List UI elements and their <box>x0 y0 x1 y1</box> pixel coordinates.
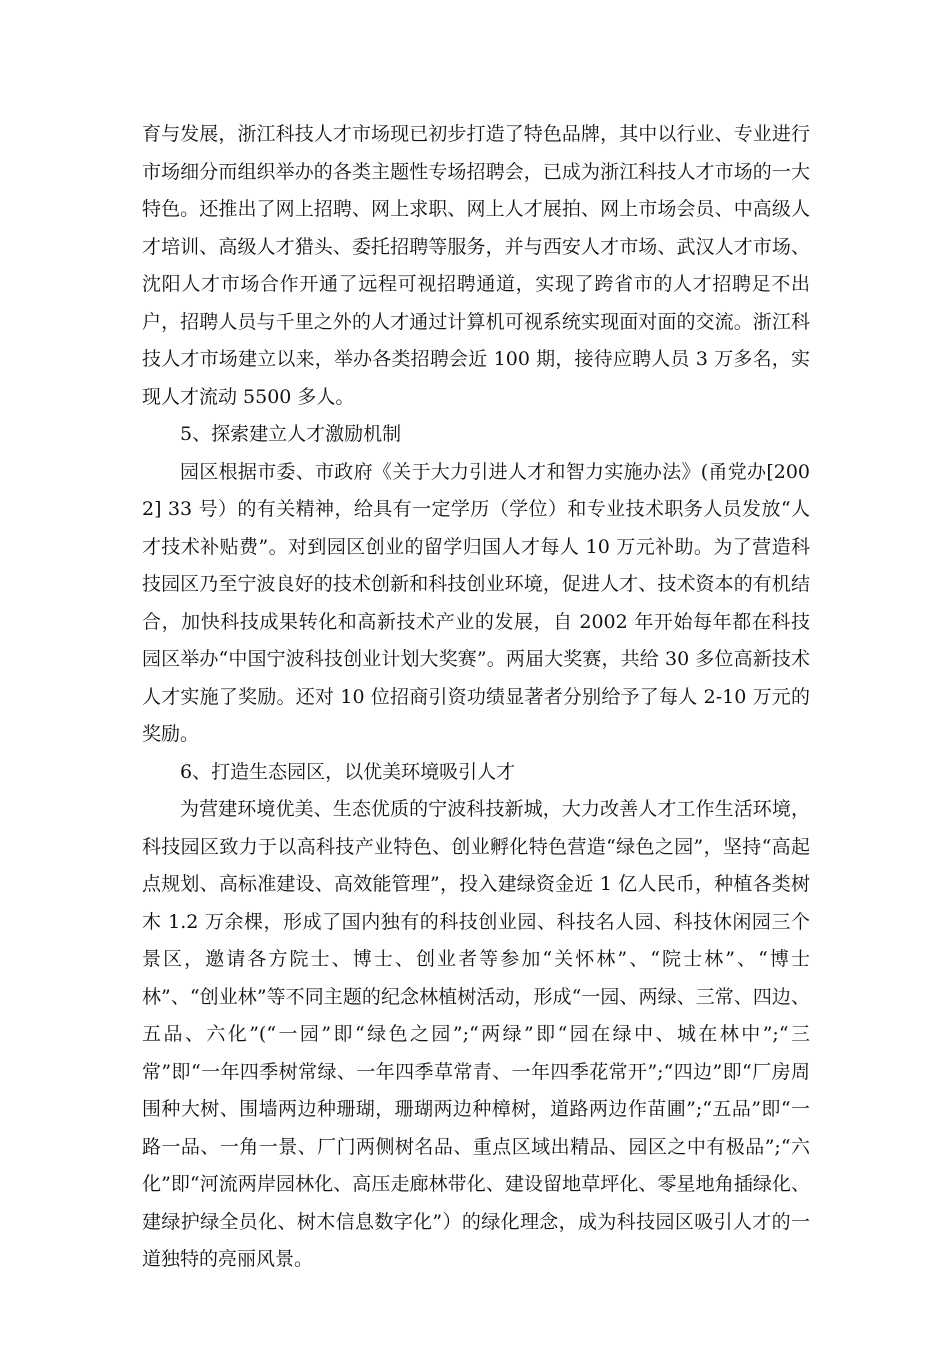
section-heading-6: 6、打造生态园区，以优美环境吸引人才 <box>180 760 516 783</box>
paragraph-talent-market: 育与发展，浙江科技人才市场现已初步打造了特色品牌，其中以行业、专业进行市场细分而组织举办的各类主题性专场招聘会，已成为浙江科技人才市场的一大特色。还推出了网上招聘、网上求职、网上人才展拍、网上市场会员、中高级人才培训、高级人才猎头、委托招聘等服务，并与西安人才市场、武汉人才市场、沈阳人才市场合作开通了远程可视招聘通道，实现了跨省市的人才招聘足不出户，招聘人员与千里之外的人才通过计算机可视系统实现面对面的交流。浙江科技人才市场建立以来，举办各类招聘会近 100 期，接待应聘人员 3 万多名，实现人才流动 5500 多人。 <box>142 123 810 408</box>
paragraph-ecological-park: 为营建环境优美、生态优质的宁波科技新城，大力改善人才工作生活环境，科技园区致力于以高科技产业特色、创业孵化特色营造“绿色之园”，坚持“高起点规划、高标准建设、高效能管理”，投入建绿资金近 1 亿人民币，种植各类树木 1.2 万余棵，形成了国内独有的科技创业园、科技名人园、科技休闲园三个景区，邀请各方院士、博士、创业者等参加“关怀林”、“院士林”、“博士林”、“创业林”等不同主题的纪念林植树活动，形成“一园、两绿、三常、四边、五品、六化”(“一园”即“绿色之园”;“两绿”即“园在绿中、城在林中”;“三常”即“一年四季树常绿、一年四季草常青、一年四季花常开”;“四边”即“厂房周围种大树、围墙两边种珊瑚，珊瑚两边种樟树，道路两边作苗圃”;“五品”即“一路一品、一角一景、厂门两侧树名品、重点区域出精品、园区之中有极品”;“六化”即“河流两岸园林化、高压走廊林带化、建设留地草坪化、零星地角插绿化、建绿护绿全员化、树木信息数字化”）的绿化理念，成为科技园区吸引人才的一道独特的亮丽风景。 <box>142 798 810 1270</box>
section-heading-5: 5、探索建立人才激励机制 <box>180 423 402 445</box>
document-body <box>142 116 810 1279</box>
paragraph-incentive-mechanism: 园区根据市委、市政府《关于大力引进人才和智力实施办法》(甬党办[2002] 33 号）的有关精神，给具有一定学历（学位）和专业技术职务人员发放“人才技术补贴费”。对到园区创业的留学归国人才每人 10 万元补助。为了营造科技园区乃至宁波良好的技术创新和科技创业环境，促进人才、技术资本的有机结合，加快科技成果转化和高新技术产业的发展，自 2002 年开始每年都在科技园区举办“中国宁波科技创业计划大奖赛”。两届大奖赛，共给 30 多位高新技术人才实施了奖励。还对 10 位招商引资功绩显著者分别给予了每人 2-10 万元的奖励。 <box>142 460 810 745</box>
